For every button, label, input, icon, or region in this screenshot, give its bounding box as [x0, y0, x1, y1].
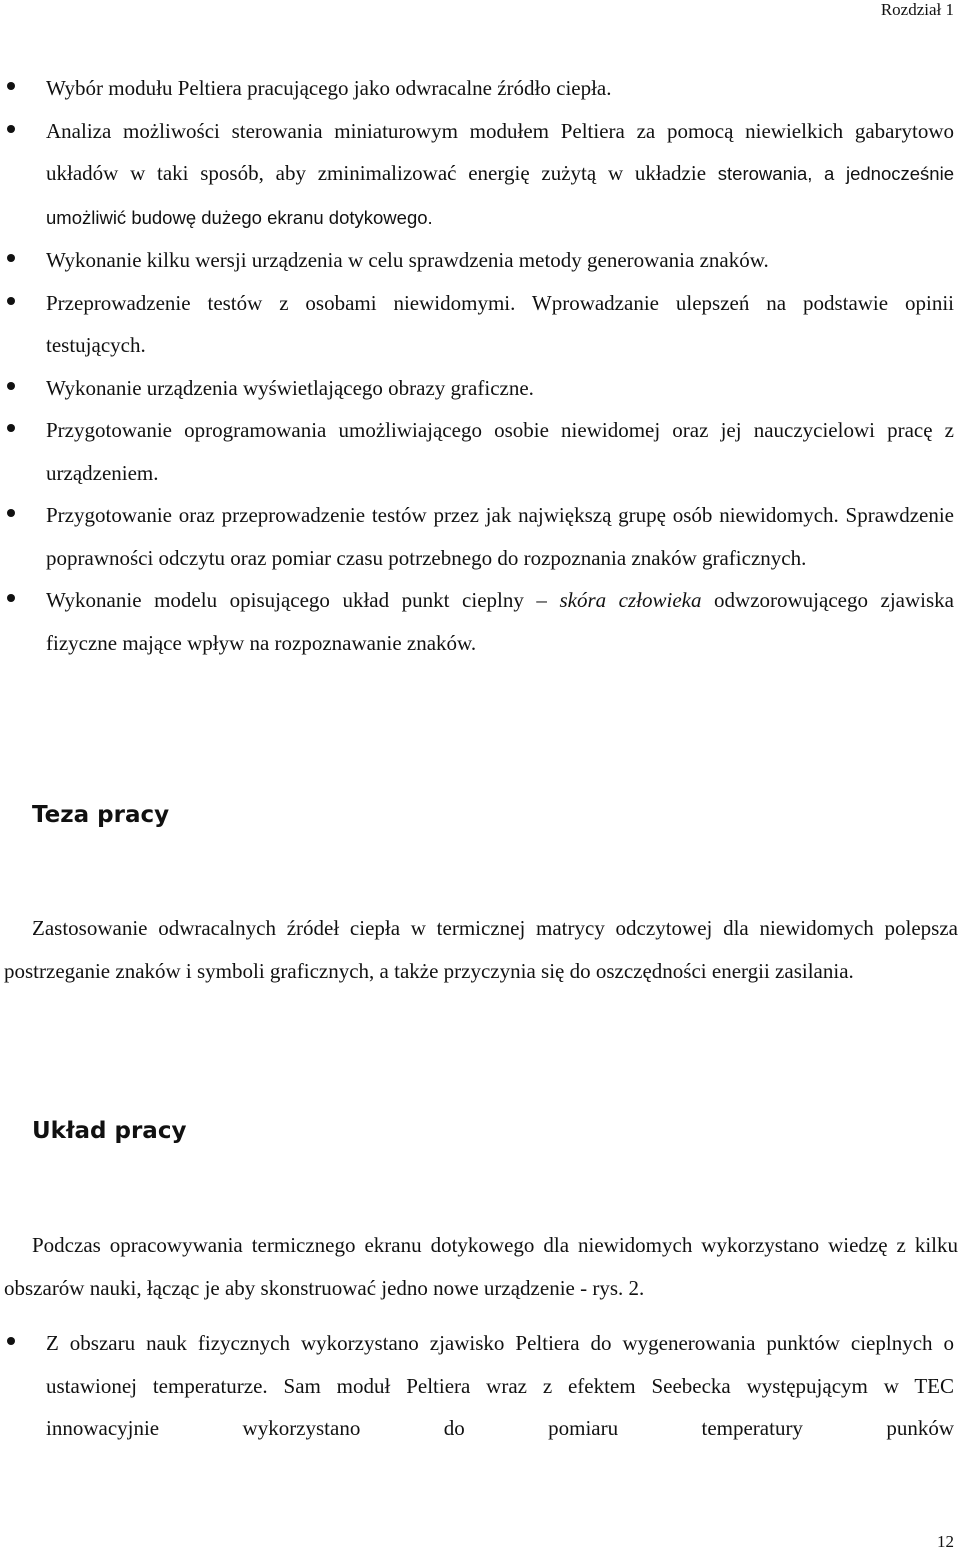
- list-item: [0, 1322, 960, 1450]
- bullet-icon: [7, 1337, 15, 1345]
- bullet-icon: [7, 594, 15, 602]
- thesis-text: Zastosowanie odwracalnych źródeł ciepła w termicznej matrycy odczytowej dla niewidomych polepsza postrzeganie znaków i symboli graficznych, a także przyczynia się do oszczędności energii zasilania.: [4, 916, 958, 983]
- list-item-text: Przygotowanie oprogramowania umożliwiającego osobie niewidomej oraz jej nauczycielowi pracę z urządzeniem.: [46, 418, 954, 485]
- list-item-text-part: sterowania, a jednocześnie umożliwić budowę dużego ekranu dotykowego.: [46, 163, 954, 228]
- bullet-icon: [7, 125, 15, 133]
- list-item: [0, 409, 960, 494]
- structure-paragraph: [0, 1224, 958, 1309]
- list-item: [0, 282, 960, 367]
- list-item-text: Wybór modułu Peltiera pracującego jako odwracalne źródło ciepła.: [46, 76, 612, 100]
- list-item-text: Z obszaru nauk fizycznych wykorzystano zjawisko Peltiera do wygenerowania punktów cieplnych o ustawionej temperaturze. Sam moduł Peltiera wraz z efektem Seebecka występującym w TEC innowacyjnie wykorzystano do pomiaru temperatury punków: [46, 1331, 954, 1440]
- list-item: [0, 494, 960, 579]
- list-item-text: Wykonanie urządzenia wyświetlającego obrazy graficzne.: [46, 375, 534, 400]
- bullet-icon: [7, 382, 15, 390]
- bullet-icon: [7, 424, 15, 432]
- list-item-text: [46, 110, 954, 240]
- list-item: [0, 110, 960, 240]
- list-item-text: [46, 579, 954, 664]
- structure-text: Podczas opracowywania termicznego ekranu dotykowego dla niewidomych wykorzystano wiedzę z kilku obszarów nauki, łącząc je aby skonstruować jedno nowe urządzenie - rys. 2.: [4, 1233, 958, 1300]
- bullet-icon: [7, 254, 15, 262]
- list-item-text: Przeprowadzenie testów z osobami niewidomymi. Wprowadzanie ulepszeń na podstawie opinii testujących.: [46, 290, 954, 357]
- bullet-icon: [7, 82, 15, 90]
- list-item-text-part: Analiza możliwości sterowania miniaturowym modułem Peltiera za pomocą niewielkich gabarytowo układów w taki sposób, aby zminimalizować energię zużytą w układzie: [46, 118, 954, 185]
- section-heading-thesis: Teza pracy: [32, 802, 170, 828]
- list-item-text: Przygotowanie oraz przeprowadzenie testów przez jak największą grupę osób niewidomych. Sprawdzenie poprawności odczytu oraz pomiar czasu potrzebnego do rozpoznania znaków graficznych.: [46, 503, 954, 570]
- list-item-text: Wykonanie kilku wersji urządzenia w celu sprawdzenia metody generowania znaków.: [46, 248, 769, 272]
- list-item-text-part: odwzorowującego zjawiska fizyczne mające wpływ na rozpoznawanie znaków.: [46, 588, 954, 655]
- section-heading-structure: Układ pracy: [32, 1118, 187, 1144]
- page-number: 12: [937, 1532, 954, 1551]
- thesis-paragraph: [0, 907, 958, 992]
- bullet-icon: [7, 297, 15, 305]
- list-item: [0, 579, 960, 664]
- sciences-list: [0, 1322, 960, 1450]
- bullet-icon: [7, 509, 15, 517]
- list-item: [0, 67, 960, 110]
- list-item: [0, 239, 960, 282]
- chapter-header: Rozdział 1: [880, 0, 954, 19]
- objectives-list: [0, 67, 960, 664]
- list-item-text-part: Wykonanie modelu opisującego układ punkt cieplny –: [46, 588, 560, 612]
- list-item: [0, 367, 960, 410]
- list-item-text-emphasis: skóra człowieka: [559, 588, 702, 612]
